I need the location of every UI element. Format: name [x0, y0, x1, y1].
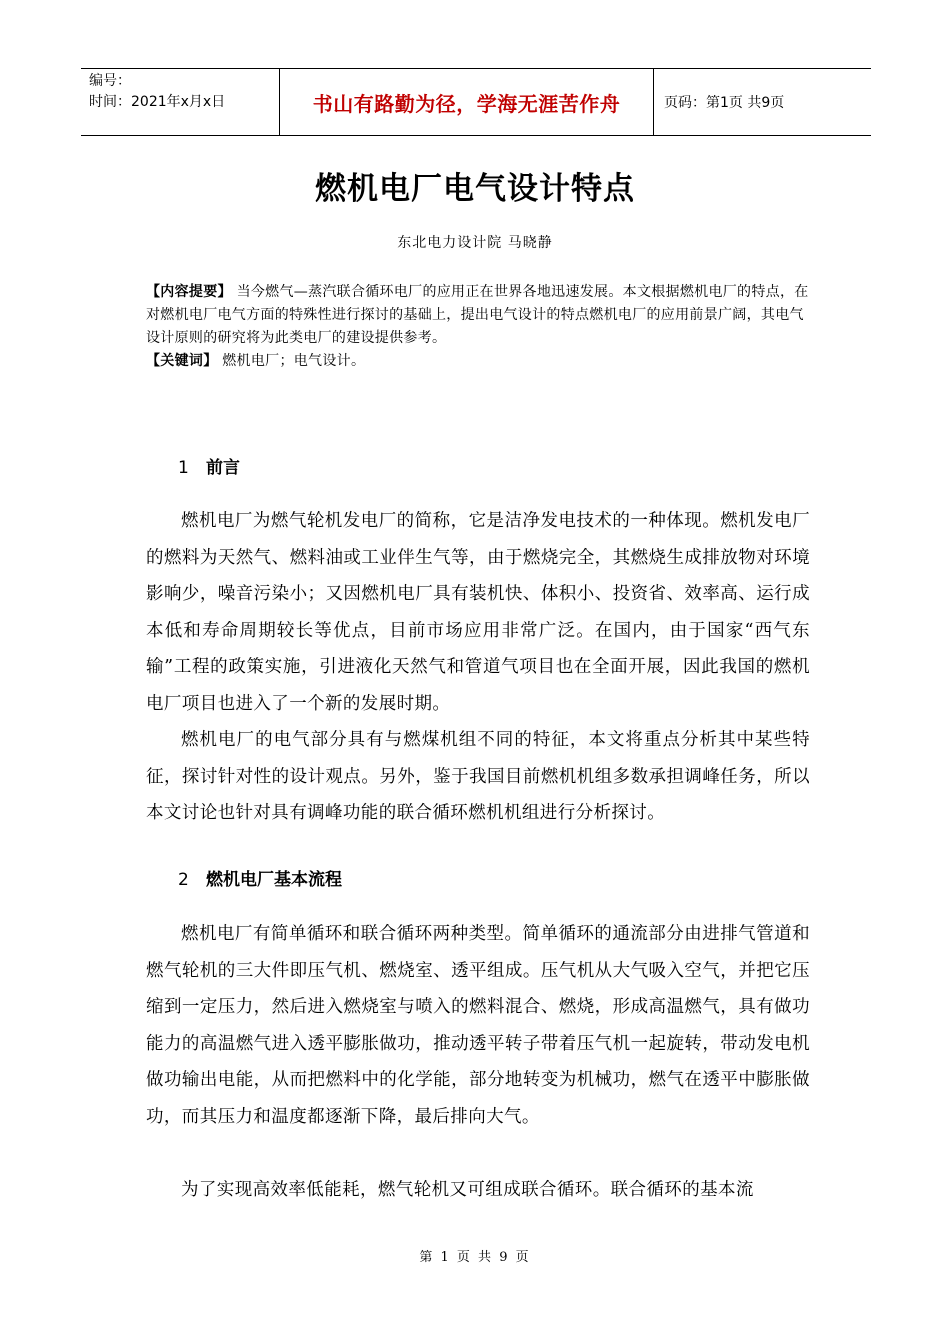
paragraph: 燃机电厂的电气部分具有与燃煤机组不同的特征，本文将重点分析其中某些特征，探讨针对性的设计观点。另外，鉴于我国目前燃机机组多数承担调峰任务，所以本文讨论也针对具有调峰功能的联合循环燃机机组进行分析探讨。 [146, 730, 810, 823]
code-label: 编号： [89, 73, 131, 89]
document-header [81, 68, 871, 136]
section-title: 燃机电厂基本流程 [206, 870, 342, 890]
section-number: 2 [178, 870, 189, 890]
abstract-text: 当今燃气—蒸汽联合循环电厂的应用正在世界各地迅速发展。本文根据燃机电厂的特点，在对燃机电厂电气方面的特殊性进行探讨的基础上，提出电气设计的特点燃机电厂的应用前景广阔，其电气设计原则的研究将为此类电厂的建设提供参考。 [146, 284, 809, 346]
header-page-cell [654, 69, 871, 135]
abstract-tag: 【内容提要】 [146, 284, 232, 300]
author-line: 东北电力设计院 马晓静 [397, 235, 553, 251]
abstract-block [146, 281, 818, 373]
page-footer: 第 1 页 共 9 页 [419, 1250, 531, 1265]
section-number: 1 [178, 458, 189, 478]
section-heading [178, 865, 342, 890]
paragraph: 燃机电厂有简单循环和联合循环两种类型。简单循环的通流部分由进排气管道和燃气轮机的三大件即压气机、燃烧室、透平组成。压气机从大气吸入空气，并把它压缩到一定压力，然后进入燃烧室与喷入的燃料混合、燃烧，形成高温燃气，具有做功能力的高温燃气进入透平膨胀做功，推动透平转子带着压气机一起旋转，带动发电机做功输出电能，从而把燃料中的化学能，部分地转变为机械功，燃气在透平中膨胀做功，而其压力和温度都逐渐下降，最后排向大气。 [146, 924, 810, 1127]
paragraph: 为了实现高效率低能耗，燃气轮机又可组成联合循环。联合循环的基本流 [181, 1180, 754, 1200]
paragraph: 燃机电厂为燃气轮机发电厂的简称，它是洁净发电技术的一种体现。燃机发电厂的燃料为天然气、燃料油或工业伴生气等，由于燃烧完全，其燃烧生成排放物对环境影响少，噪音污染小；又因燃机电厂具有装机快、体积小、投资省、效率高、运行成本低和寿命周期较长等优点，目前市场应用非常广泛。在国内，由于国家“西气东输”工程的政策实施，引进液化天然气和管道气项目也在全面开展，因此我国的燃机电厂项目也进入了一个新的发展时期。 [146, 511, 810, 714]
motto: 书山有路勤为径，学海无涯苦作舟 [312, 91, 621, 116]
document-title: 燃机电厂电气设计特点 [315, 171, 635, 207]
keywords [146, 350, 818, 373]
keywords-text: 燃机电厂；电气设计。 [217, 353, 366, 369]
keywords-tag: 【关键词】 [146, 353, 218, 369]
section-title: 前言 [206, 458, 240, 478]
header-meta [81, 69, 279, 135]
section-heading [178, 453, 240, 478]
abstract [146, 281, 818, 350]
page-code: 页码：第1页 共9页 [664, 95, 785, 111]
time-line: 时间：2021年x月x日 [89, 94, 226, 110]
header-motto-cell [279, 69, 654, 135]
